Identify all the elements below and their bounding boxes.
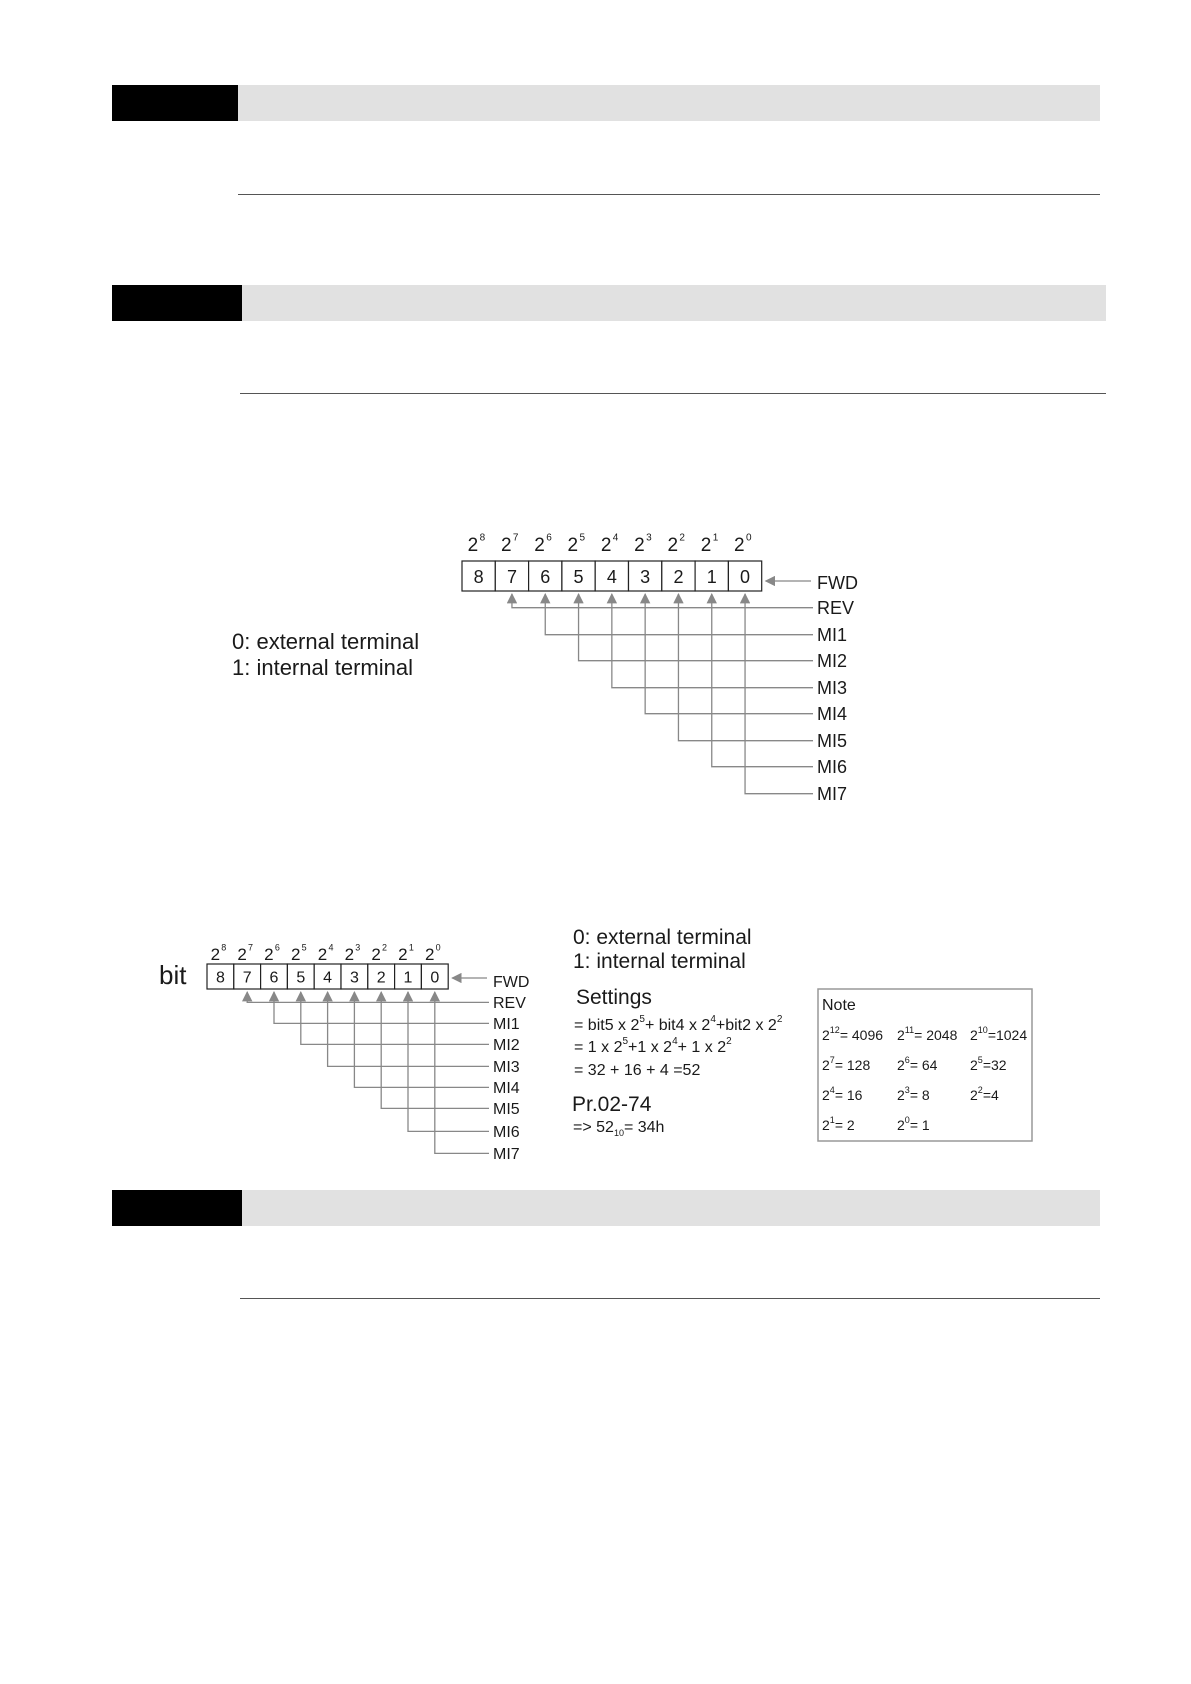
- settings-line-3: = 32 + 16 + 4 =52: [574, 1062, 701, 1079]
- diagram1-leader-6: [678, 594, 813, 741]
- diagram2-exponent-2: 6: [274, 942, 280, 953]
- diagram1-bit-4: 4: [606, 567, 617, 588]
- diagram2-power-8: 2: [424, 945, 435, 964]
- note-cell-1-2: $2^5=32$: [970, 1055, 1007, 1073]
- diagram1-leader-8: [745, 594, 813, 794]
- diagram2-leader-5: [354, 992, 489, 1087]
- diagram2-bit-6: 2: [376, 969, 386, 987]
- diagram2-bit-7: 1: [403, 969, 413, 987]
- diagram2-leader-8: [435, 992, 489, 1153]
- diagram1-signal-8: MI7: [817, 784, 848, 804]
- diagram2-signal-0: FWD: [493, 974, 530, 991]
- diagram2-bit-5: 3: [349, 969, 359, 987]
- diagram2-power-0: 2: [210, 945, 221, 964]
- diagram2-exponent-3: 5: [301, 942, 307, 953]
- note-cell-0-2: $2^{10}=1024$: [970, 1025, 1028, 1043]
- diagram1-signal-0: FWD: [817, 573, 858, 593]
- diagram2-signal-5: MI4: [493, 1080, 520, 1097]
- diagram2-legend-0: 0: external terminal: [573, 926, 752, 949]
- note-cell-3-0: $2^1= 2$: [822, 1115, 855, 1133]
- note-cell-0-1: $2^{11}= 2048$: [897, 1025, 958, 1043]
- diagram2-exponent-7: 1: [408, 942, 414, 953]
- diagram2-power-2: 2: [264, 945, 274, 964]
- diagram1-bit-5: 3: [640, 567, 651, 588]
- diagram1-leader-1: [512, 594, 813, 608]
- diagram1-power-8: 2: [734, 535, 745, 556]
- diagram1-power-4: 2: [600, 535, 612, 556]
- diagram2-leader-3: [301, 992, 489, 1044]
- diagram2-power-6: 2: [371, 945, 381, 964]
- diagram1-signal-2: MI1: [817, 625, 848, 645]
- param-title: Pr.02-74: [572, 1093, 652, 1116]
- diagram1-signal-3: MI2: [817, 651, 848, 671]
- note-cell-0-0: $2^{12}= 4096$: [822, 1025, 884, 1043]
- diagram1-bit-7: 1: [706, 567, 717, 588]
- diagram1-signal-6: MI5: [817, 731, 848, 751]
- diagram1-power-0: 2: [467, 535, 479, 556]
- settings-title: Settings: [576, 986, 652, 1009]
- diagram2-signal-7: MI6: [493, 1124, 520, 1141]
- settings-line-1: = bit5 x $2^5+ bit4$ x $2^4+bit2$ x $2^2$: [574, 1014, 783, 1034]
- param-result: => $52_{10}= 34h$: [573, 1119, 665, 1138]
- diagram1-bit-1: 7: [506, 567, 517, 588]
- diagram2-power-1: 2: [237, 945, 247, 964]
- diagram2-exponent-4: 4: [328, 942, 334, 953]
- diagram2-exponent-5: 3: [355, 942, 361, 953]
- diagram1-exponent-0: 8: [479, 532, 486, 544]
- note-cell-2-1: $2^3= 8$: [897, 1085, 930, 1103]
- diagram1-power-2: 2: [534, 535, 545, 556]
- diagram1-exponent-6: 2: [679, 532, 685, 544]
- diagram2-bit-0: 8: [215, 969, 225, 987]
- diagram2-power-7: 2: [398, 945, 408, 964]
- diagram2-bit-8: 0: [430, 969, 440, 987]
- diagram2-legend-1: 1: internal terminal: [573, 950, 746, 973]
- diagram1-exponent-1: 7: [512, 532, 519, 544]
- diagram1-signal-4: MI3: [817, 678, 848, 698]
- diagram2-bit-3: 5: [296, 969, 306, 987]
- diagram1-exponent-7: 1: [712, 532, 719, 544]
- diagram2-exponent-1: 7: [248, 942, 254, 953]
- diagram1-signal-7: MI6: [817, 757, 848, 777]
- diagram1-bit-3: 5: [573, 567, 584, 588]
- diagram1-exponent-5: 3: [646, 532, 652, 544]
- diagram1-leader-2: [545, 594, 813, 635]
- diagram1-exponent-4: 4: [612, 532, 619, 544]
- diagram1-power-1: 2: [500, 535, 512, 556]
- diagram1-legend-0: 0: external terminal: [232, 629, 420, 654]
- diagram1-bit-8: 0: [740, 567, 751, 588]
- diagram1-bit-2: 6: [540, 567, 551, 588]
- diagram2-leader-1: [247, 992, 489, 1002]
- diagram1-exponent-3: 5: [579, 532, 586, 544]
- diagram2-signal-2: MI1: [493, 1016, 520, 1033]
- diagram1-exponent-2: 6: [546, 532, 552, 544]
- diagram2-exponent-8: 0: [435, 942, 441, 953]
- diagram2-signal-1: REV: [493, 995, 526, 1012]
- diagram1-power-7: 2: [700, 535, 712, 556]
- diagram2-power-5: 2: [344, 945, 355, 964]
- diagram1-power-5: 2: [634, 535, 645, 556]
- diagram2-bit-4: 4: [323, 969, 333, 987]
- diagram2-exponent-6: 2: [382, 942, 388, 953]
- diagram2-signal-4: MI3: [493, 1059, 520, 1076]
- diagram2-leader-7: [408, 992, 489, 1131]
- diagram1-exponent-8: 0: [746, 532, 752, 544]
- diagram1-leader-3: [579, 594, 813, 661]
- settings-line-2: = 1 x $2^5+1$ x $2^4+ 1$ x $2^2$: [574, 1036, 732, 1056]
- diagram2-bit-label: bit: [159, 960, 187, 990]
- diagram1-bit-0: 8: [473, 567, 484, 588]
- diagram1-legend-1: 1: internal terminal: [232, 655, 413, 680]
- diagram2-bit-1: 7: [242, 969, 252, 987]
- diagram2-signal-6: MI5: [493, 1101, 520, 1118]
- diagram2-power-3: 2: [290, 945, 301, 964]
- note-cell-2-2: $2^2=4$: [970, 1085, 999, 1103]
- diagram2-power-4: 2: [317, 945, 328, 964]
- diagram1-leader-5: [645, 594, 813, 714]
- diagram1-bit-6: 2: [673, 567, 684, 588]
- diagram1-signal-5: MI4: [817, 704, 848, 724]
- diagram2-signal-8: MI7: [493, 1146, 520, 1163]
- diagram2-bit-2: 6: [269, 969, 279, 987]
- note-cell-2-0: $2^4= 16$: [822, 1085, 863, 1103]
- diagram2-exponent-0: 8: [221, 942, 227, 953]
- diagram2-signal-3: MI2: [493, 1037, 520, 1054]
- note-cell-1-0: $2^7= 128$: [822, 1055, 871, 1073]
- note-cell-1-1: $2^6= 64$: [897, 1055, 938, 1073]
- diagram1-signal-1: REV: [817, 598, 855, 618]
- diagram1-power-3: 2: [567, 535, 579, 556]
- diagram1-power-6: 2: [667, 535, 679, 556]
- note-title: Note: [822, 997, 856, 1014]
- note-cell-3-1: $2^0= 1$: [897, 1115, 930, 1133]
